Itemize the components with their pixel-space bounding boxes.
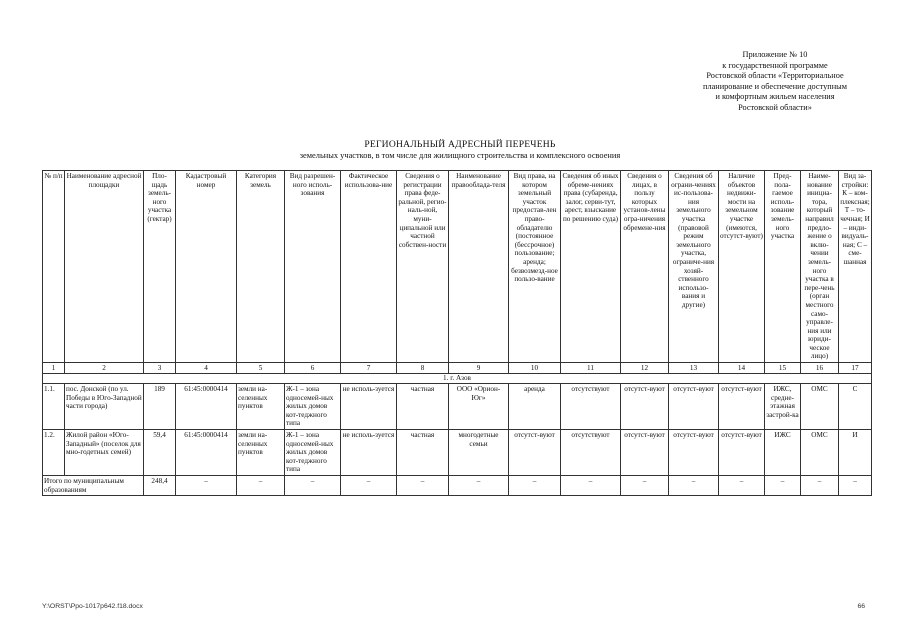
appendix-line: планирование и обеспечение доступным	[703, 81, 847, 91]
total-empty-cell: –	[765, 476, 801, 496]
total-empty-cell: –	[176, 476, 237, 496]
cadastral-number: 61:45:0000414	[176, 430, 237, 476]
ownership: частная	[397, 384, 449, 430]
column-number: 11	[561, 363, 621, 374]
build-type: С	[839, 384, 872, 430]
appendix-line: Ростовской области»	[738, 102, 812, 112]
file-path-footer: Y:\ORST\Ppo-1017p642.f18.docx	[42, 603, 143, 610]
column-number: 13	[669, 363, 719, 374]
header-cell: Пло-щадь земель-ного участка (гектар)	[144, 171, 176, 363]
right-type: отсутст-вуют	[509, 430, 561, 476]
actual-use: не исполь-зуется	[341, 384, 397, 430]
header-cell: Вид за-стройки: К – ком-плексная; Т – то-чечная; И – инди-видуаль-ная; С – сме-шанная	[839, 171, 872, 363]
land-plots-table	[42, 170, 872, 496]
header-cell: Фактическое использова-ние	[341, 171, 397, 363]
use-restrictions: отсутст-вуют	[669, 384, 719, 430]
header-cell: Пред-пола-гаемое исполь-зование земель-ного участка	[765, 171, 801, 363]
column-number: 16	[801, 363, 839, 374]
plot-name: пос. Донской (по ул. Победы в Юго-Западной части города)	[65, 384, 144, 430]
build-type: И	[839, 430, 872, 476]
appendix-line: Приложение № 10	[742, 50, 808, 59]
header-cell: Наименование правооблада-теля	[449, 171, 509, 363]
column-number: 9	[449, 363, 509, 374]
total-area: 248,4	[144, 476, 176, 496]
rights-holder: ООО «Орион-Юг»	[449, 384, 509, 430]
column-number: 7	[341, 363, 397, 374]
restriction-persons: отсутст-вуют	[621, 430, 669, 476]
header-cell: № п/п	[43, 171, 65, 363]
plot-area: 189	[144, 384, 176, 430]
actual-use: не исполь-зуется	[341, 430, 397, 476]
column-number: 3	[144, 363, 176, 374]
property-objects: отсутст-вуют	[719, 430, 765, 476]
land-category: земли на-селенных пунктов	[237, 430, 285, 476]
appendix-note	[660, 50, 890, 114]
land-category: земли на-селенных пунктов	[237, 384, 285, 430]
total-empty-cell: –	[237, 476, 285, 496]
column-number: 10	[509, 363, 561, 374]
column-number: 8	[397, 363, 449, 374]
appendix-line: и комфортным жильем населения	[715, 92, 835, 102]
intended-use: ИЖС, средне-этажная застрой-ка	[765, 384, 801, 430]
column-number-row	[43, 363, 872, 374]
column-number: 5	[237, 363, 285, 374]
header-cell: Кадастровый номер	[176, 171, 237, 363]
initiator: ОМС	[801, 384, 839, 430]
ownership: частная	[397, 430, 449, 476]
plot-area: 59,4	[144, 430, 176, 476]
column-number: 14	[719, 363, 765, 374]
total-empty-cell: –	[285, 476, 341, 496]
city-row	[43, 374, 872, 384]
page-number: 66	[857, 603, 865, 610]
header-cell: Наличие объектов недвижи-мости на земельном участке (имеются, отсутст-вуют)	[719, 171, 765, 363]
column-number: 6	[285, 363, 341, 374]
right-type: аренда	[509, 384, 561, 430]
total-empty-cell: –	[397, 476, 449, 496]
document-subtitle: земельных участков, в том числе для жилищного строительства и комплексного освоения	[299, 151, 621, 160]
column-number: 17	[839, 363, 872, 374]
total-empty-cell: –	[509, 476, 561, 496]
encumbrances: отсутствуют	[561, 430, 621, 476]
row-number: 1.2.	[43, 430, 65, 476]
total-row	[43, 476, 872, 496]
total-empty-cell: –	[719, 476, 765, 496]
appendix-line: к государственной программе	[722, 60, 828, 70]
header-row	[43, 171, 872, 363]
header-cell: Сведения об иных обреме-нениях права (субаренда, залог, серви-тут, арест, взыскание по решению суда)	[561, 171, 621, 363]
total-empty-cell: –	[561, 476, 621, 496]
restriction-persons: отсутст-вуют	[621, 384, 669, 430]
document-title: РЕГИОНАЛЬНЫЙ АДРЕСНЫЙ ПЕРЕЧЕНЬ	[364, 139, 556, 150]
total-empty-cell: –	[341, 476, 397, 496]
column-number: 2	[65, 363, 144, 374]
permitted-use: Ж-1 – зона односемей-ных жилых домов кот-теджного типа	[285, 430, 341, 476]
total-label: Итого по муниципальным образованиям	[43, 476, 144, 496]
use-restrictions: отсутст-вуют	[669, 430, 719, 476]
header-cell: Категория земель	[237, 171, 285, 363]
header-cell: Вид права, на котором земельный участок предостав-лен право-обладателю (постоянное (бессрочное) пользование; аренда; безвозмезд-ное пользо-вание	[509, 171, 561, 363]
total-empty-cell: –	[839, 476, 872, 496]
total-empty-cell: –	[801, 476, 839, 496]
row-number: 1.1.	[43, 384, 65, 430]
property-objects: отсутст-вуют	[719, 384, 765, 430]
header-cell: Наименование адресной площадки	[65, 171, 144, 363]
column-number: 1	[43, 363, 65, 374]
header-cell: Сведения о регистрации права феде-ральной, регио-наль-ной, муни-ципальной или частной собствен-ности	[397, 171, 449, 363]
total-empty-cell: –	[449, 476, 509, 496]
rights-holder: многодетные семьи	[449, 430, 509, 476]
header-cell: Сведения о лицах, в пользу которых установ-лены огра-ничения обремене-ния	[621, 171, 669, 363]
cadastral-number: 61:45:0000414	[176, 384, 237, 430]
table-row	[43, 384, 872, 430]
intended-use: ИЖС	[765, 430, 801, 476]
column-number: 12	[621, 363, 669, 374]
encumbrances: отсутствуют	[561, 384, 621, 430]
initiator: ОМС	[801, 430, 839, 476]
table-row	[43, 430, 872, 476]
total-empty-cell: –	[621, 476, 669, 496]
appendix-line: Ростовской области «Территориальное	[706, 71, 844, 81]
header-cell: Наиме-нование инициа-тора, который направил предло-жение о вклю-чении земель-ного участка в пере-чень (орган местного само-управле-ния или юриди-ческое лицо)	[801, 171, 839, 363]
total-empty-cell: –	[669, 476, 719, 496]
column-number: 15	[765, 363, 801, 374]
header-cell: Вид разрешен-ного исполь-зования	[285, 171, 341, 363]
permitted-use: Ж-1 – зона односемей-ных жилых домов кот-теджного типа	[285, 384, 341, 430]
column-number: 4	[176, 363, 237, 374]
header-cell: Сведения об ограни-чениях ис-пользова-ния земельного участка (правовой режим земельного участка, ограниче-ния хозяй-ственного использо-вания и другие)	[669, 171, 719, 363]
plot-name: Жилой район «Юго-Западный» (поселок для мно-годетных семей)	[65, 430, 144, 476]
city-label: 1. г. Азов	[43, 374, 872, 384]
